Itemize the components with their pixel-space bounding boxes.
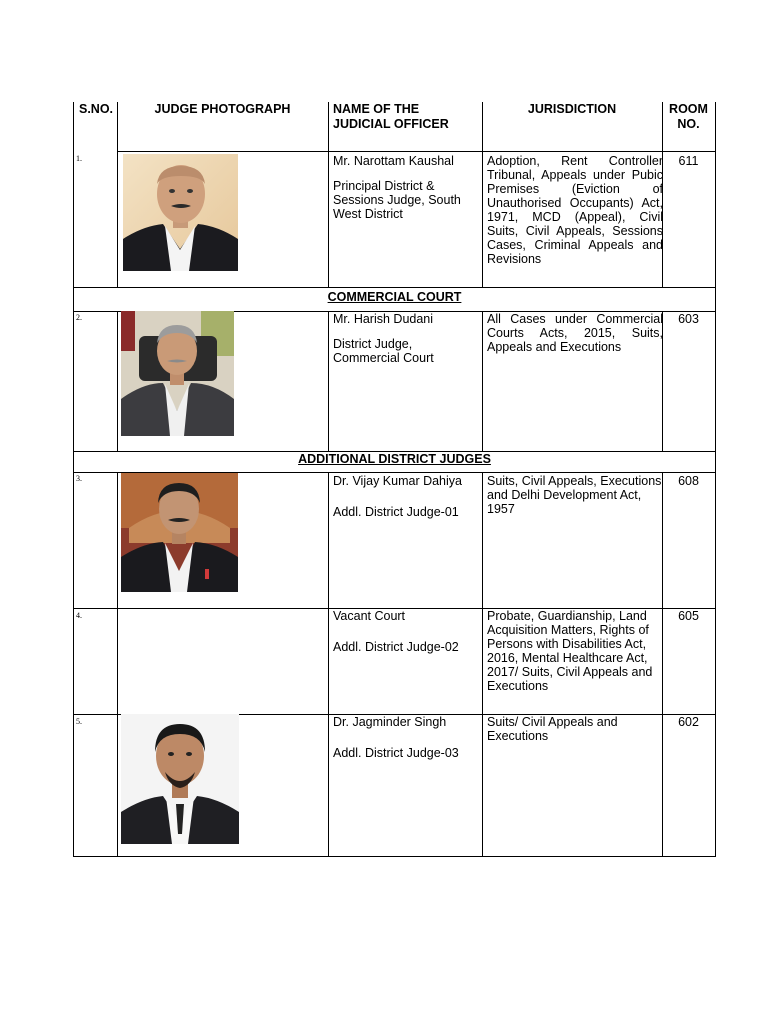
portrait-5-image (121, 714, 239, 844)
row1-name: Mr. Narottam Kaushal (333, 154, 454, 168)
row-divider-bottom (73, 856, 716, 857)
col-divider-2a (328, 102, 329, 287)
row3-officer (333, 474, 478, 519)
col-divider-3b (482, 311, 483, 451)
row2-sno: 2. (76, 313, 82, 322)
row1-jurisdiction (487, 154, 663, 266)
row2-name: Mr. Harish Dudani (333, 312, 434, 326)
col-divider-2c (328, 472, 329, 857)
judge-photo-1 (123, 154, 238, 271)
row4-room: 605 (678, 609, 699, 623)
col-divider-1b (117, 311, 118, 451)
row1-jurisdiction-text: Adoption, Rent Controller Tribunal, Appeals under Pubic Premises (Eviction of Unauthorised Occupants) Act, 1971, MCD (Appeal), Civil Suits, Civil Appeals, Sessions Cases, Criminal Appeals and Revisions (487, 154, 663, 266)
col-divider-3c (482, 472, 483, 857)
row1-designation: Principal District & Sessions Judge, South West District (333, 179, 461, 221)
row4-jurisdiction (487, 609, 663, 693)
row1-sno: 1. (76, 154, 82, 163)
header-name: NAME OF THE JUDICIAL OFFICER (333, 102, 449, 131)
portrait-1-image (123, 154, 238, 271)
header-photo: JUDGE PHOTOGRAPH (154, 102, 291, 116)
row3-jurisdiction-text: Suits, Civil Appeals, Executions and Delhi Development Act, 1957 (487, 474, 662, 516)
row4-sno: 4. (76, 611, 82, 620)
row1-officer (333, 154, 478, 221)
row2-jurisdiction (487, 312, 663, 354)
row5-designation: Addl. District Judge-03 (333, 746, 459, 760)
row2-room: 603 (678, 312, 699, 326)
header-jurisdiction: JURISDICTION (527, 102, 617, 116)
row4-officer (333, 609, 478, 654)
row4-jurisdiction-text: Probate, Guardianship, Land Acquisition Matters, Rights of Persons with Disabilities Act, 2016, Mental Healthcare Act, 2017/ Suits, Civil Appeals and Executions (487, 609, 653, 693)
row4-designation: Addl. District Judge-02 (333, 640, 459, 654)
row5-jurisdiction (487, 715, 663, 743)
judge-photo-5 (121, 714, 239, 844)
portrait-3-image (121, 473, 238, 592)
row2-jurisdiction-text: All Cases under Commercial Courts Acts, 2015, Suits, Appeals and Executions (487, 312, 663, 354)
judge-photo-3 (121, 473, 238, 592)
section-additional-district-judges: ADDITIONAL DISTRICT JUDGES (298, 452, 491, 466)
row5-room: 602 (678, 715, 699, 729)
row3-jurisdiction (487, 474, 663, 516)
section-commercial-court: COMMERCIAL COURT (327, 290, 462, 304)
header-sno: S.NO. (79, 102, 114, 116)
row5-jurisdiction-text: Suits/ Civil Appeals and Executions (487, 715, 618, 743)
col-divider-right (715, 102, 716, 857)
row5-sno: 5. (76, 717, 82, 726)
col-divider-1c (117, 472, 118, 857)
portrait-2-image (121, 311, 234, 436)
col-divider-1a (117, 102, 118, 287)
judge-photo-2 (121, 311, 234, 436)
row2-officer (333, 312, 478, 365)
col-divider-3a (482, 102, 483, 287)
row5-name: Dr. Jagminder Singh (333, 715, 447, 729)
row3-room: 608 (678, 474, 699, 488)
row2-designation: District Judge, Commercial Court (333, 337, 434, 365)
row3-sno: 3. (76, 474, 82, 483)
row1-room: 611 (678, 154, 699, 168)
header-room: ROOM NO. (669, 102, 708, 131)
row3-name: Dr. Vijay Kumar Dahiya (333, 474, 462, 488)
row-divider-header (117, 151, 715, 152)
row-divider-1 (73, 287, 716, 288)
row5-officer (333, 715, 478, 760)
col-divider-left (73, 102, 74, 857)
row3-designation: Addl. District Judge-01 (333, 505, 459, 519)
judges-table (73, 102, 716, 857)
col-divider-2b (328, 311, 329, 451)
row4-name: Vacant Court (333, 609, 406, 623)
